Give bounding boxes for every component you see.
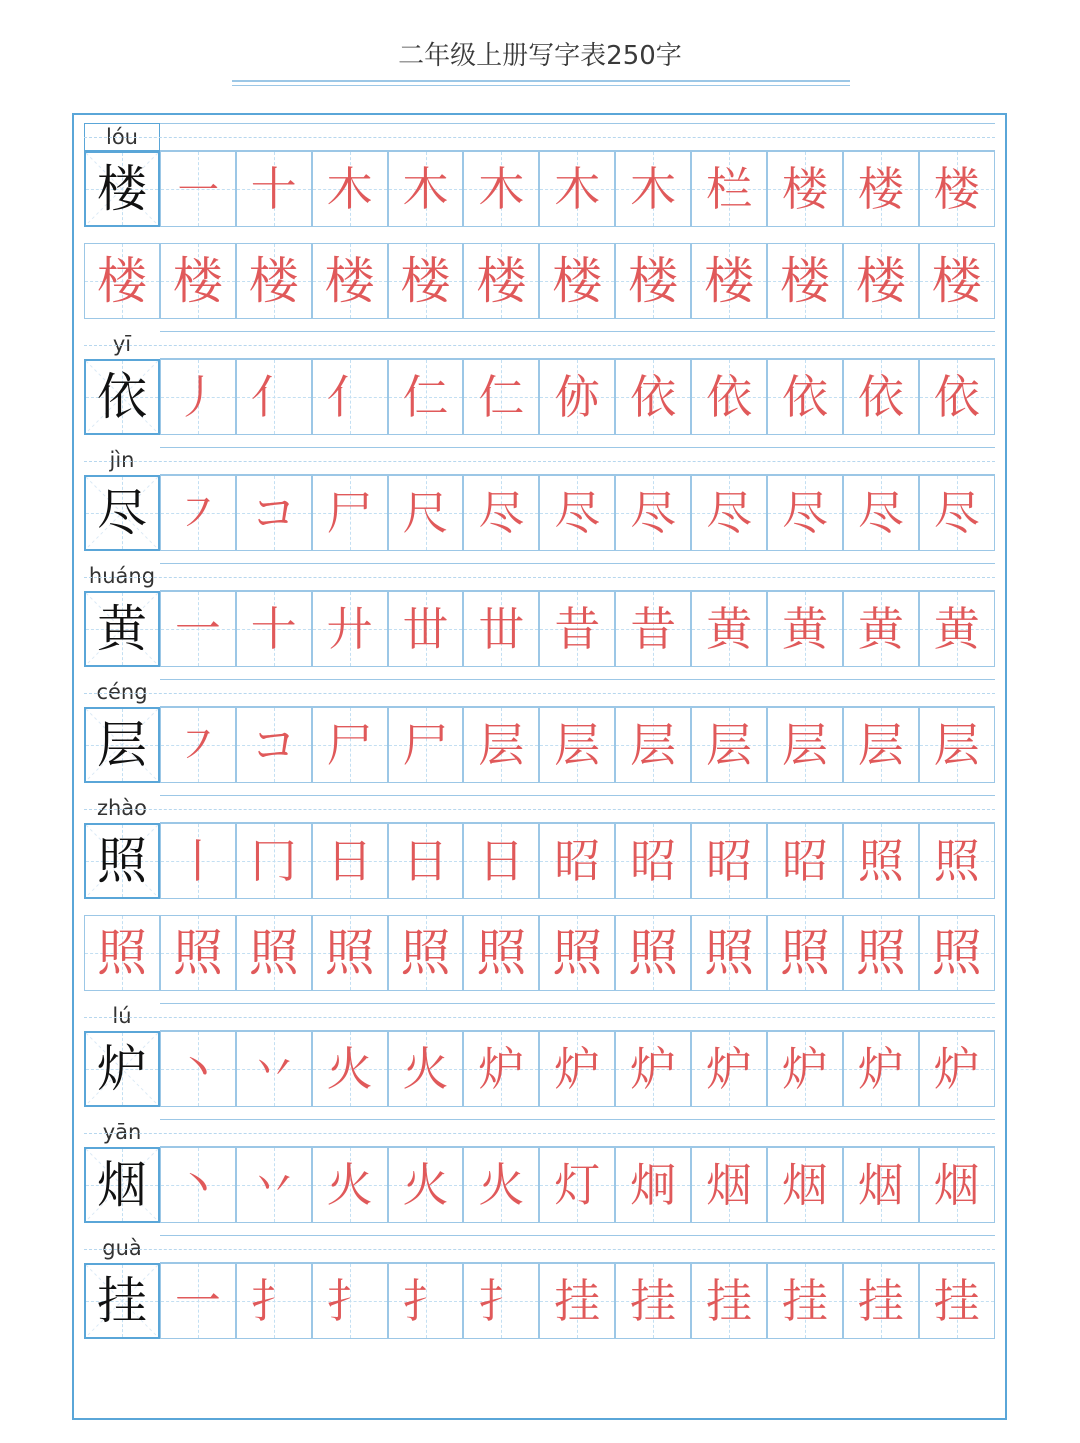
stroke-step-cell (691, 1031, 767, 1107)
stroke-step-cell (160, 359, 236, 435)
model-character (84, 707, 160, 783)
stroke-step-cell-glyph: 层 (781, 718, 828, 772)
stroke-step-cell-glyph: 昔 (630, 602, 677, 656)
full-character-cell-glyph: 照 (704, 924, 755, 982)
stroke-step-cell (463, 1031, 539, 1107)
stroke-step-cell (919, 1031, 995, 1107)
stroke-step-cell (312, 707, 388, 783)
full-character-cell (160, 243, 236, 319)
model-character-glyph: 挂 (96, 1272, 147, 1330)
model-character (84, 475, 160, 551)
stroke-step-cell-glyph: 炉 (554, 1042, 601, 1096)
stroke-step-cell (843, 823, 919, 899)
pinyin-label: zhào (84, 795, 160, 823)
stroke-step-cell-glyph: 炉 (630, 1042, 677, 1096)
full-character-cell-glyph: 楼 (248, 252, 299, 310)
stroke-step-cell-glyph: 尽 (706, 486, 753, 540)
model-character-glyph: 层 (96, 716, 147, 774)
full-character-cell (767, 915, 843, 991)
full-character-cell-glyph: 照 (476, 924, 527, 982)
full-character-cell (236, 243, 312, 319)
full-character-cell-glyph: 楼 (855, 252, 906, 310)
stroke-step-cell (767, 823, 843, 899)
stroke-step-cell-glyph: 炉 (478, 1042, 525, 1096)
stroke-step-cell (236, 823, 312, 899)
stroke-step-cell-glyph: 尽 (478, 486, 525, 540)
full-character-cell-glyph: 楼 (931, 252, 982, 310)
stroke-step-cell (312, 1031, 388, 1107)
full-character-cell (615, 915, 691, 991)
stroke-step-cell (312, 823, 388, 899)
model-character-glyph: 依 (96, 368, 147, 426)
pinyin-band (84, 331, 995, 359)
stroke-step-cell-glyph: 火 (326, 1042, 373, 1096)
stroke-step-cell (615, 359, 691, 435)
stroke-step-cell (843, 1263, 919, 1339)
stroke-step-cell (160, 151, 236, 227)
full-character-cell (84, 915, 160, 991)
stroke-step-cell (539, 1031, 615, 1107)
stroke-step-cell (312, 475, 388, 551)
full-character-cell (539, 915, 615, 991)
stroke-step-cell-glyph: 十 (250, 602, 297, 656)
stroke-step-cell-glyph: 尸 (326, 486, 373, 540)
stroke-step-cell-glyph: 廾 (326, 602, 373, 656)
stroke-step-cell (236, 1147, 312, 1223)
model-character (84, 1263, 160, 1339)
stroke-step-cell (236, 1031, 312, 1107)
stroke-order-row (84, 1031, 995, 1107)
model-character (84, 1147, 160, 1223)
stroke-step-cell (615, 1263, 691, 1339)
full-character-row (84, 243, 995, 319)
full-character-cell-glyph: 照 (172, 924, 223, 982)
model-character-glyph: 尽 (96, 484, 147, 542)
stroke-step-cell-glyph: 日 (478, 834, 525, 888)
stroke-step-cell (615, 475, 691, 551)
stroke-order-row (84, 151, 995, 227)
full-character-cell (919, 915, 995, 991)
stroke-step-cell-glyph: 挂 (933, 1274, 980, 1328)
model-character (84, 359, 160, 435)
model-character (84, 151, 160, 227)
model-character-glyph: 楼 (96, 160, 147, 218)
stroke-step-cell (463, 707, 539, 783)
stroke-order-row (84, 1263, 995, 1339)
full-character-cell (236, 915, 312, 991)
stroke-step-cell (463, 475, 539, 551)
stroke-step-cell-glyph: 尽 (554, 486, 601, 540)
stroke-step-cell-glyph: 依 (706, 370, 753, 424)
full-character-cell-glyph: 楼 (172, 252, 223, 310)
stroke-step-cell (160, 591, 236, 667)
stroke-step-cell (615, 151, 691, 227)
pinyin-label: jìn (84, 447, 160, 475)
stroke-step-cell-glyph: 扌 (326, 1274, 373, 1328)
stroke-step-cell-glyph: 扌 (250, 1274, 297, 1328)
stroke-step-cell (615, 1031, 691, 1107)
pinyin-band (84, 1235, 995, 1263)
pinyin-band (84, 447, 995, 475)
stroke-step-cell-glyph: 依 (630, 370, 677, 424)
model-character (84, 823, 160, 899)
stroke-step-cell (615, 707, 691, 783)
pinyin-label: yī (84, 331, 160, 359)
stroke-step-cell-glyph: 挂 (857, 1274, 904, 1328)
stroke-step-cell (539, 707, 615, 783)
stroke-step-cell-glyph: 尸 (326, 718, 373, 772)
stroke-step-cell (919, 1147, 995, 1223)
stroke-step-cell (919, 591, 995, 667)
pinyin-label: huáng (84, 563, 160, 591)
stroke-step-cell-glyph: 昭 (554, 834, 601, 888)
stroke-step-cell (843, 151, 919, 227)
pinyin-label: yān (84, 1119, 160, 1147)
full-character-cell (615, 243, 691, 319)
stroke-step-cell-glyph: 挂 (554, 1274, 601, 1328)
stroke-step-cell (463, 1263, 539, 1339)
stroke-step-cell-glyph: 日 (326, 834, 373, 888)
stroke-step-cell-glyph: 照 (857, 834, 904, 888)
stroke-order-row (84, 1147, 995, 1223)
stroke-step-cell-glyph: コ (250, 718, 297, 772)
model-character (84, 591, 160, 667)
stroke-step-cell (843, 591, 919, 667)
full-character-cell-glyph: 楼 (704, 252, 755, 310)
stroke-step-cell-glyph: 黄 (857, 602, 904, 656)
full-character-cell (463, 915, 539, 991)
stroke-step-cell-glyph: 烟 (706, 1158, 753, 1212)
stroke-step-cell (843, 1147, 919, 1223)
stroke-step-cell (767, 475, 843, 551)
full-character-cell (767, 243, 843, 319)
pinyin-band (84, 123, 995, 151)
stroke-step-cell-glyph: 挂 (781, 1274, 828, 1328)
stroke-step-cell-glyph: 尽 (933, 486, 980, 540)
model-character-glyph: 黄 (96, 600, 147, 658)
stroke-step-cell (312, 591, 388, 667)
stroke-step-cell (539, 1263, 615, 1339)
stroke-step-cell-glyph: 扌 (402, 1274, 449, 1328)
stroke-step-cell (615, 591, 691, 667)
stroke-step-cell (919, 475, 995, 551)
stroke-step-cell-glyph: 楼 (933, 162, 980, 216)
stroke-step-cell-glyph: 木 (402, 162, 449, 216)
stroke-step-cell (691, 475, 767, 551)
stroke-step-cell (388, 707, 464, 783)
pinyin-label: lóu (84, 123, 160, 151)
model-character-glyph: 烟 (96, 1156, 147, 1214)
stroke-step-cell (767, 1031, 843, 1107)
stroke-step-cell (160, 1147, 236, 1223)
stroke-step-cell-glyph: 炉 (781, 1042, 828, 1096)
stroke-step-cell-glyph: 木 (326, 162, 373, 216)
stroke-step-cell-glyph: 层 (706, 718, 753, 772)
stroke-step-cell-glyph: 黄 (706, 602, 753, 656)
stroke-order-row (84, 475, 995, 551)
stroke-step-cell (388, 823, 464, 899)
stroke-step-cell-glyph: 炉 (933, 1042, 980, 1096)
stroke-step-cell-glyph: 炉 (857, 1042, 904, 1096)
stroke-step-cell (160, 1263, 236, 1339)
stroke-step-cell (388, 1031, 464, 1107)
stroke-step-cell (843, 359, 919, 435)
stroke-step-cell (691, 151, 767, 227)
stroke-step-cell-glyph: 层 (630, 718, 677, 772)
stroke-step-cell-glyph: 尽 (781, 486, 828, 540)
stroke-step-cell (767, 1263, 843, 1339)
stroke-step-cell (615, 1147, 691, 1223)
full-character-cell-glyph: 楼 (779, 252, 830, 310)
stroke-step-cell-glyph: 昭 (630, 834, 677, 888)
full-character-cell-glyph: 楼 (400, 252, 451, 310)
stroke-step-cell (236, 591, 312, 667)
stroke-step-cell-glyph: 火 (326, 1158, 373, 1212)
stroke-step-cell (919, 151, 995, 227)
full-character-cell-glyph: 楼 (552, 252, 603, 310)
stroke-step-cell (160, 823, 236, 899)
stroke-step-cell (312, 359, 388, 435)
stroke-step-cell (236, 1263, 312, 1339)
stroke-step-cell (388, 1147, 464, 1223)
stroke-step-cell-glyph: 楼 (857, 162, 904, 216)
stroke-step-cell-glyph: 亻 (326, 370, 373, 424)
stroke-step-cell (388, 359, 464, 435)
stroke-step-cell-glyph: ㇇ (174, 718, 221, 772)
stroke-step-cell (236, 151, 312, 227)
full-character-cell-glyph: 照 (324, 924, 375, 982)
stroke-step-cell-glyph: 冂 (250, 834, 297, 888)
full-character-cell-glyph: 照 (552, 924, 603, 982)
stroke-step-cell-glyph: 仁 (478, 370, 525, 424)
full-character-cell (843, 915, 919, 991)
stroke-step-cell-glyph: 层 (857, 718, 904, 772)
stroke-step-cell (767, 359, 843, 435)
stroke-step-cell (160, 475, 236, 551)
stroke-step-cell-glyph: 十 (250, 162, 297, 216)
stroke-step-cell-glyph: 黄 (933, 602, 980, 656)
full-character-cell-glyph: 照 (96, 924, 147, 982)
stroke-step-cell-glyph: 丷 (250, 1042, 297, 1096)
stroke-step-cell (843, 707, 919, 783)
stroke-step-cell-glyph: 层 (478, 718, 525, 772)
model-character-glyph: 照 (96, 832, 147, 890)
stroke-step-cell-glyph: 火 (402, 1158, 449, 1212)
stroke-step-cell-glyph: 亻 (250, 370, 297, 424)
stroke-step-cell-glyph: 尽 (630, 486, 677, 540)
stroke-step-cell-glyph: ㇇ (174, 486, 221, 540)
stroke-step-cell (539, 1147, 615, 1223)
stroke-step-cell (767, 707, 843, 783)
stroke-step-cell (236, 475, 312, 551)
stroke-step-cell (691, 707, 767, 783)
stroke-step-cell (539, 591, 615, 667)
stroke-step-cell (691, 1147, 767, 1223)
full-character-row (84, 915, 995, 991)
stroke-step-cell (160, 1031, 236, 1107)
stroke-step-cell-glyph: 木 (554, 162, 601, 216)
stroke-step-cell (919, 359, 995, 435)
stroke-step-cell (767, 1147, 843, 1223)
stroke-step-cell-glyph: ㇐ (174, 162, 221, 216)
full-character-cell (388, 915, 464, 991)
pinyin-label: guà (84, 1235, 160, 1263)
stroke-step-cell-glyph: 火 (478, 1158, 525, 1212)
pinyin-band (84, 795, 995, 823)
full-character-cell (691, 243, 767, 319)
stroke-step-cell (691, 823, 767, 899)
stroke-step-cell-glyph: 丨 (174, 834, 221, 888)
stroke-step-cell (312, 1147, 388, 1223)
stroke-step-cell-glyph: 层 (554, 718, 601, 772)
full-character-cell (160, 915, 236, 991)
full-character-cell-glyph: 照 (779, 924, 830, 982)
stroke-step-cell (463, 151, 539, 227)
full-character-cell (691, 915, 767, 991)
full-character-cell-glyph: 照 (855, 924, 906, 982)
stroke-step-cell-glyph: 挂 (706, 1274, 753, 1328)
stroke-step-cell-glyph: 丶 (174, 1158, 221, 1212)
stroke-order-row (84, 359, 995, 435)
stroke-step-cell-glyph: 昔 (554, 602, 601, 656)
stroke-step-cell-glyph: 木 (478, 162, 525, 216)
stroke-step-cell-glyph: 昭 (706, 834, 753, 888)
pinyin-band (84, 1119, 995, 1147)
stroke-step-cell (843, 475, 919, 551)
full-character-cell (84, 243, 160, 319)
pinyin-band (84, 563, 995, 591)
stroke-step-cell-glyph: 依 (857, 370, 904, 424)
stroke-step-cell-glyph: 仁 (402, 370, 449, 424)
stroke-step-cell-glyph: コ (250, 486, 297, 540)
stroke-step-cell-glyph: 丗 (402, 602, 449, 656)
full-character-cell-glyph: 楼 (96, 252, 147, 310)
stroke-order-row (84, 707, 995, 783)
stroke-step-cell (539, 359, 615, 435)
model-character-glyph: 炉 (96, 1040, 147, 1098)
stroke-step-cell-glyph: 炉 (706, 1042, 753, 1096)
full-character-cell (463, 243, 539, 319)
stroke-step-cell (312, 151, 388, 227)
full-character-cell-glyph: 楼 (628, 252, 679, 310)
stroke-step-cell-glyph: 黄 (781, 602, 828, 656)
title-underline (232, 80, 850, 82)
stroke-step-cell-glyph: 灯 (554, 1158, 601, 1212)
full-character-cell (312, 243, 388, 319)
stroke-step-cell-glyph: 火 (402, 1042, 449, 1096)
pinyin-band (84, 679, 995, 707)
stroke-step-cell-glyph: 昭 (781, 834, 828, 888)
full-character-cell-glyph: 楼 (476, 252, 527, 310)
stroke-step-cell-glyph: 照 (933, 834, 980, 888)
stroke-step-cell (236, 707, 312, 783)
full-character-cell (919, 243, 995, 319)
writing-sheet (72, 113, 1007, 1420)
stroke-step-cell-glyph: 尸 (402, 718, 449, 772)
stroke-step-cell-glyph: 尺 (402, 486, 449, 540)
stroke-step-cell-glyph: 尽 (857, 486, 904, 540)
stroke-step-cell-glyph: 丗 (478, 602, 525, 656)
stroke-step-cell-glyph: 炯 (630, 1158, 677, 1212)
stroke-step-cell (691, 1263, 767, 1339)
stroke-order-row (84, 591, 995, 667)
stroke-step-cell (919, 1263, 995, 1339)
full-character-cell-glyph: 照 (248, 924, 299, 982)
pinyin-label: céng (84, 679, 160, 707)
stroke-step-cell-glyph: 依 (781, 370, 828, 424)
stroke-step-cell (539, 823, 615, 899)
stroke-step-cell-glyph: 一 (174, 602, 221, 656)
stroke-step-cell-glyph: 丶 (174, 1042, 221, 1096)
stroke-step-cell (388, 151, 464, 227)
stroke-step-cell-glyph: 日 (402, 834, 449, 888)
stroke-step-cell-glyph: 烟 (857, 1158, 904, 1212)
stroke-step-cell-glyph: 层 (933, 718, 980, 772)
stroke-step-cell (463, 359, 539, 435)
full-character-cell (539, 243, 615, 319)
full-character-cell-glyph: 照 (400, 924, 451, 982)
full-character-cell-glyph: 照 (931, 924, 982, 982)
page-title: 二年级上册写字表250字 (398, 41, 682, 71)
stroke-step-cell (843, 1031, 919, 1107)
stroke-step-cell (388, 475, 464, 551)
stroke-step-cell (312, 1263, 388, 1339)
stroke-step-cell (539, 151, 615, 227)
stroke-step-cell (767, 151, 843, 227)
full-character-cell (843, 243, 919, 319)
stroke-step-cell (691, 359, 767, 435)
stroke-step-cell-glyph: 烟 (933, 1158, 980, 1212)
stroke-step-cell (539, 475, 615, 551)
stroke-step-cell (919, 707, 995, 783)
stroke-step-cell (767, 591, 843, 667)
stroke-step-cell-glyph: 一 (174, 1274, 221, 1328)
stroke-step-cell (615, 823, 691, 899)
stroke-step-cell-glyph: 丷 (250, 1158, 297, 1212)
stroke-step-cell-glyph: 楼 (781, 162, 828, 216)
stroke-step-cell-glyph: 烟 (781, 1158, 828, 1212)
stroke-step-cell-glyph: 栏 (706, 162, 753, 216)
full-character-cell (388, 243, 464, 319)
stroke-step-cell (463, 1147, 539, 1223)
stroke-step-cell-glyph: 挂 (630, 1274, 677, 1328)
stroke-step-cell (463, 591, 539, 667)
stroke-step-cell-glyph: 依 (933, 370, 980, 424)
full-character-cell-glyph: 照 (628, 924, 679, 982)
stroke-step-cell-glyph: 㑊 (554, 370, 601, 424)
pinyin-label: lú (84, 1003, 160, 1031)
full-character-cell (312, 915, 388, 991)
pinyin-band (84, 1003, 995, 1031)
stroke-step-cell (388, 1263, 464, 1339)
stroke-step-cell (691, 591, 767, 667)
stroke-step-cell-glyph: 丿 (174, 370, 221, 424)
stroke-step-cell (160, 707, 236, 783)
stroke-step-cell (388, 591, 464, 667)
stroke-step-cell-glyph: 木 (630, 162, 677, 216)
stroke-order-row (84, 823, 995, 899)
model-character (84, 1031, 160, 1107)
stroke-step-cell (919, 823, 995, 899)
title-underline-thin (232, 85, 850, 86)
stroke-step-cell (236, 359, 312, 435)
full-character-cell-glyph: 楼 (324, 252, 375, 310)
stroke-step-cell (463, 823, 539, 899)
stroke-step-cell-glyph: 扌 (478, 1274, 525, 1328)
